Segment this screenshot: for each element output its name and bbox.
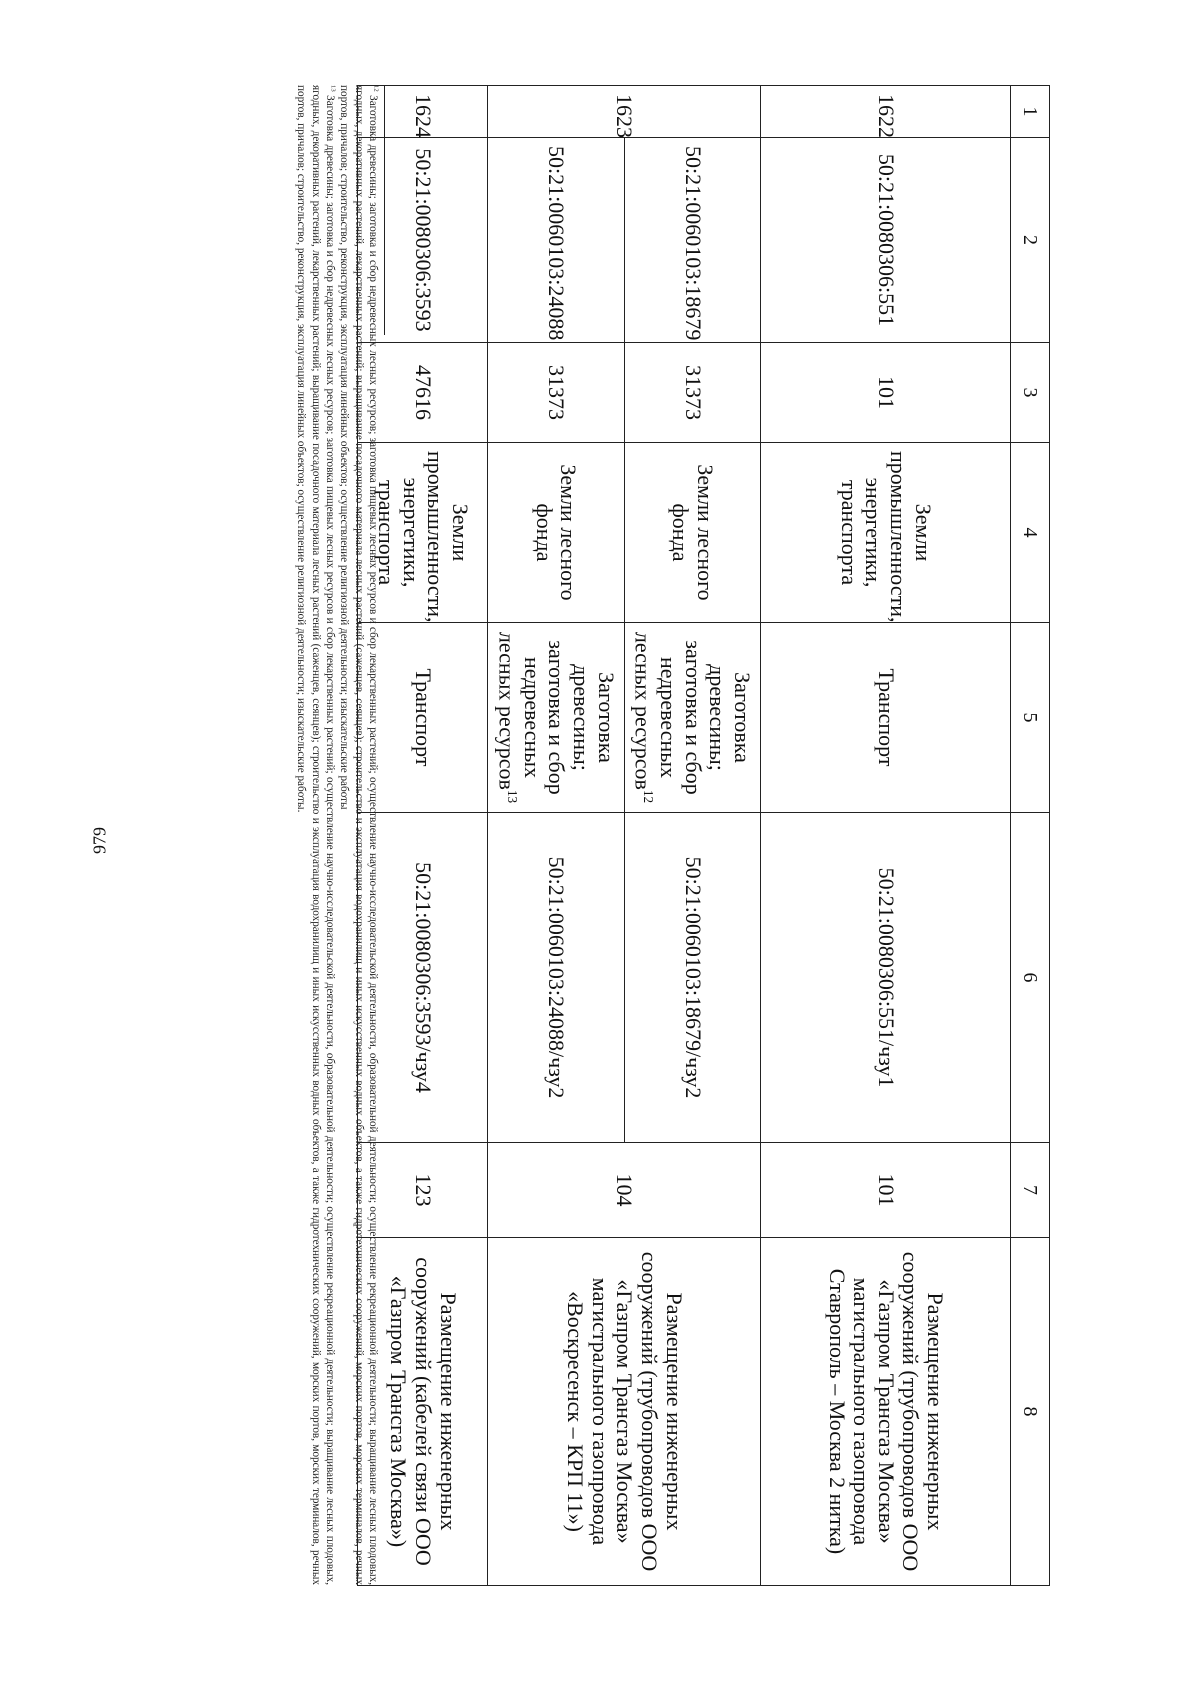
- cadastral-number: 50:21:0080306:3593: [358, 138, 488, 343]
- column-number: 3: [1011, 343, 1050, 443]
- table-row: [761, 86, 1011, 1586]
- column-number: 5: [1011, 623, 1050, 813]
- footnote-mark: 12: [372, 85, 380, 92]
- column-number: 8: [1011, 1238, 1050, 1586]
- cadastral-number: 50:21:0080306:551: [761, 138, 1011, 343]
- zone-number: 50:21:0060103:18679/чзу2: [624, 813, 760, 1143]
- column-number-row: [1011, 86, 1050, 1586]
- zone-area: 104: [488, 1143, 761, 1238]
- cadastral-number: 50:21:0060103:18679: [624, 138, 760, 343]
- land-category: Земли лесного фонда: [624, 443, 760, 623]
- row-number: 1624: [358, 86, 488, 138]
- zone-number: 50:21:0080306:3593/чзу4: [358, 813, 488, 1143]
- row-number: 1622: [761, 86, 1011, 138]
- table-row: [624, 86, 760, 1586]
- purpose: Размещение инженерных сооружений (кабелей связи ООО «Газпром Трансгаз Москва»): [358, 1238, 488, 1586]
- footnote-divider: [384, 85, 385, 335]
- column-number: 4: [1011, 443, 1050, 623]
- column-number: 6: [1011, 813, 1050, 1143]
- purpose: Размещение инженерных сооружений (трубопроводов ООО «Газпром Трансгаз Москва» магистрального газопровода Ставрополь – Москва 2 нитка): [761, 1238, 1011, 1586]
- permitted-use: Транспорт: [761, 623, 1011, 813]
- column-number: 7: [1011, 1143, 1050, 1238]
- cadastral-number: 50:21:0060103:24088: [488, 138, 624, 343]
- permitted-use: [624, 623, 760, 813]
- footnotes: [294, 85, 385, 1585]
- page-number: 979: [89, 827, 110, 854]
- plot-area: 31373: [488, 343, 624, 443]
- land-category: Земли промышленности, энергетики, транспорта: [358, 443, 488, 623]
- zone-area: 101: [761, 1143, 1011, 1238]
- footnote-text: Заготовка древесины; заготовка и сбор недревесных лесных ресурсов; заготовка пищевых лесных ресурсов и сбор лекарственных растений; осуществление научно-исследовательской деятельности, образовательной деятельности; осуществление рекреационной деятельности; выращивание лесных плодовых, ягодных, декоративных растений, лекарственных растений; выращивание посадочного материала лесных растений (саженцев, сеянцев); строительство и эксплуатация водохранилищ и иных искусственных водных объектов, а также гидротехнических сооружений, морских портов, морских терминалов, речных портов, причалов; строительство, реконструкция, эксплуатация линейных объектов; осуществление религиозной деятельности; изыскательские работы: [338, 85, 379, 1586]
- zone-number: 50:21:0060103:24088/чзу2: [488, 813, 624, 1143]
- land-category: Земли лесного фонда: [488, 443, 624, 623]
- plot-area: 47616: [358, 343, 488, 443]
- footnote: [294, 85, 337, 1585]
- purpose: Размещение инженерных сооружений (трубопроводов ООО «Газпром Трансгаз Москва» магистрального газопровода «Воскресенск – КРП 11»): [488, 1238, 761, 1586]
- zone-area: 123: [358, 1143, 488, 1238]
- footnote-ref: 12: [641, 789, 657, 804]
- footnote-text: Заготовка древесины; заготовка и сбор недревесных лесных ресурсов; заготовка пищевых лесных ресурсов и сбор лекарственных растений; осуществление научно-исследовательской деятельности, образовательной деятельности; осуществление рекреационной деятельности; выращивание лесных плодовых, ягодных, декоративных растений, лекарственных растений; выращивание посадочного материала лесных растений (саженцев, сеянцев); строительство и эксплуатация водохранилищ и иных искусственных водных объектов, а также гидротехнических сооружений, морских портов, морских терминалов, речных портов, причалов; строительство, реконструкция, эксплуатация линейных объектов; осуществление религиозной деятельности; изыскательские работы.: [295, 85, 337, 1586]
- zone-number: 50:21:0080306:551/чзу1: [761, 813, 1011, 1143]
- footnote: [337, 85, 380, 1585]
- column-number: 2: [1011, 138, 1050, 343]
- permitted-use: [488, 623, 624, 813]
- permitted-use: Транспорт: [358, 623, 488, 813]
- footnote-ref: 13: [505, 789, 521, 804]
- land-category: Земли промышленности, энергетики, транспорта: [761, 443, 1011, 623]
- rotated-page-content: [150, 85, 1050, 1585]
- permitted-use-text: Заготовка древесины; заготовка и сбор недревесных лесных ресурсов: [494, 631, 619, 795]
- plot-area: 101: [761, 343, 1011, 443]
- plot-area: 31373: [624, 343, 760, 443]
- footnote-mark: 13: [329, 85, 337, 92]
- permitted-use-text: Заготовка древесины; заготовка и сбор недревесных лесных ресурсов: [631, 631, 755, 795]
- column-number: 1: [1011, 86, 1050, 138]
- land-plots-table: [357, 85, 1050, 1586]
- row-number: 1623: [488, 86, 761, 138]
